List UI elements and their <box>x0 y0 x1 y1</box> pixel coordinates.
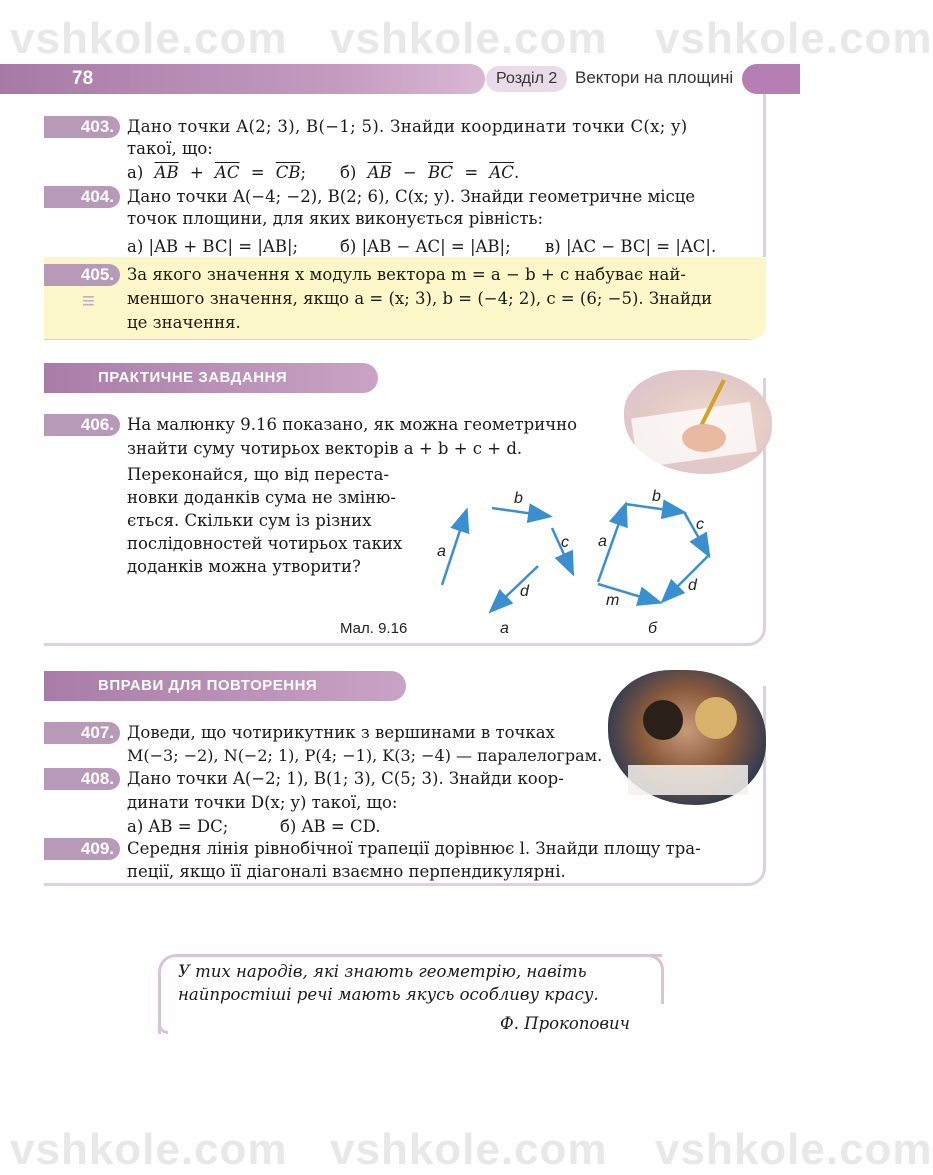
watermark: vshkole.com <box>10 1125 288 1174</box>
label-vec-c2: c <box>696 516 704 533</box>
operator: − <box>402 163 417 182</box>
exercise-406-line4: новки доданків сума не зміню- <box>127 488 396 507</box>
exercise-407-line1: Доведи, що чотирикутник з вершинами в точках <box>127 723 555 742</box>
exercise-405-line1: За якого значення x модуль вектора m = a − b + c набуває най- <box>127 265 686 284</box>
vector: $\overline{AC}$ <box>214 163 240 182</box>
vector-d-arrow <box>492 566 538 610</box>
operator: = <box>250 163 265 182</box>
exercise-403-part-a <box>127 162 306 184</box>
exercise-408-part-b: б) AB = CD. <box>280 817 381 836</box>
vector-d-chain <box>664 556 708 600</box>
exercise-404-part-a: а) |AB + BC| = |AB|; <box>127 237 299 256</box>
label-vec-a2: a <box>598 533 607 550</box>
part-label: б) <box>340 163 357 182</box>
exercise-408-line2: динати точки D(x; y) такої, що: <box>127 793 398 812</box>
exercise-406-line3: Переконайся, що від переста- <box>127 465 390 484</box>
punct: . <box>513 163 520 182</box>
label-vec-d: d <box>520 583 529 600</box>
exercise-403-line1: Дано точки A(2; 3), B(−1; 5). Знайди координати точки C(x; y) <box>127 117 688 136</box>
watermark: vshkole.com <box>10 14 288 63</box>
writing-hand-icon <box>624 370 772 474</box>
page-number: 78 <box>72 68 94 89</box>
exercise-406-line6: послідовностей чотирьох таких <box>127 534 403 553</box>
exercise-number-406: 406. <box>44 414 120 436</box>
exercise-408-part-a: а) AB = DC; <box>127 817 229 836</box>
exercise-404-part-c: в) |AC − BC| = |AC|. <box>545 237 717 256</box>
quote-line2: найпростіші речі мають якусь особливу красу. <box>178 985 599 1004</box>
exercise-404-line1: Дано точки A(−4; −2), B(2; 6), C(x; y). Знайди геометричне місце <box>127 187 696 206</box>
review-banner: ВПРАВИ ДЛЯ ПОВТОРЕННЯ <box>44 671 406 701</box>
operator: + <box>189 163 204 182</box>
exercise-404-line2: точок площини, для яких виконується рівність: <box>127 209 544 228</box>
vector: $\overline{AB}$ <box>367 163 392 182</box>
figure-9-16 <box>420 470 720 620</box>
section-label: Розділ 2 <box>486 66 567 92</box>
vector: $\overline{AB}$ <box>154 163 179 182</box>
exercise-number-408: 408. <box>44 768 120 790</box>
watermark: vshkole.com <box>655 1125 933 1174</box>
exercise-406-line5: ється. Скільки сум із різних <box>127 511 372 530</box>
quote-author: Ф. Прокопович <box>500 1014 630 1033</box>
practical-banner: ПРАКТИЧНЕ ЗАВДАННЯ <box>44 363 378 393</box>
figure-caption: Мал. 9.16 <box>340 620 408 637</box>
watermark: vshkole.com <box>330 14 608 63</box>
exercise-number-409: 409. <box>44 838 120 860</box>
figure-part-a-label: а <box>500 620 509 637</box>
exercise-409-line1: Середня лінія рівнобічної трапеції дорівнює l. Знайди площу тра- <box>127 839 701 858</box>
exercise-404-part-b: б) |AB − AC| = |AB|; <box>340 237 511 256</box>
exercise-403-line2: такої, що: <box>127 139 213 158</box>
header-tab <box>742 64 800 94</box>
part-label: а) <box>127 163 144 182</box>
punct: ; <box>300 163 307 182</box>
page-header <box>0 64 800 94</box>
vector: $\overline{AC}$ <box>489 163 514 182</box>
students-photo <box>608 670 766 805</box>
exercise-408-line1: Дано точки A(−2; 1), B(1; 3), C(5; 3). Знайди коор- <box>127 769 564 788</box>
vector: $\overline{BC}$ <box>428 163 454 182</box>
label-vec-m: m <box>606 592 620 609</box>
exercise-407-line2: M(−3; −2), N(−2; 1), P(4; −1), K(3; −4) — паралелограм. <box>127 746 603 765</box>
exercise-406-line2: знайти суму чотирьох векторів a + b + c + d. <box>127 439 523 458</box>
vector: $\overline{CB}$ <box>275 163 301 182</box>
exercise-405-line3: це значення. <box>127 313 241 332</box>
label-vec-b: b <box>514 490 523 507</box>
exercise-number-405: 405. <box>44 264 120 286</box>
label-vec-c: c <box>561 534 569 551</box>
exercise-403-part-b <box>340 162 519 184</box>
difficulty-icon: ≡ <box>82 288 95 313</box>
students-icon <box>608 670 766 805</box>
writing-photo <box>624 370 772 474</box>
exercise-number-407: 407. <box>44 722 120 744</box>
quote-frame-bottom <box>158 990 168 1034</box>
vector-b-arrow <box>492 508 548 516</box>
exercise-405-line2: меншого значення, якщо a = (x; 3), b = (−4; 2), c = (6; −5). Знайди <box>127 289 713 308</box>
label-vec-a: a <box>437 543 446 560</box>
exercise-number-404: 404. <box>44 186 120 208</box>
watermark: vshkole.com <box>330 1125 608 1174</box>
exercise-406-line7: доданків можна утворити? <box>127 557 361 576</box>
chapter-title: Вектори на площині <box>575 68 734 87</box>
exercise-number-403: 403. <box>44 116 120 138</box>
exercise-406-line1: На малюнку 9.16 показано, як можна геометрично <box>127 415 578 434</box>
exercise-409-line2: пеції, якщо її діагоналі взаємно перпендикулярні. <box>127 862 566 881</box>
figure-part-b-label: б <box>648 620 657 637</box>
label-vec-b2: b <box>652 488 661 505</box>
label-vec-d2: d <box>688 577 697 594</box>
quote-line1: У тих народів, які знають геометрію, навіть <box>178 962 587 981</box>
watermark: vshkole.com <box>655 14 933 63</box>
operator: = <box>464 163 479 182</box>
